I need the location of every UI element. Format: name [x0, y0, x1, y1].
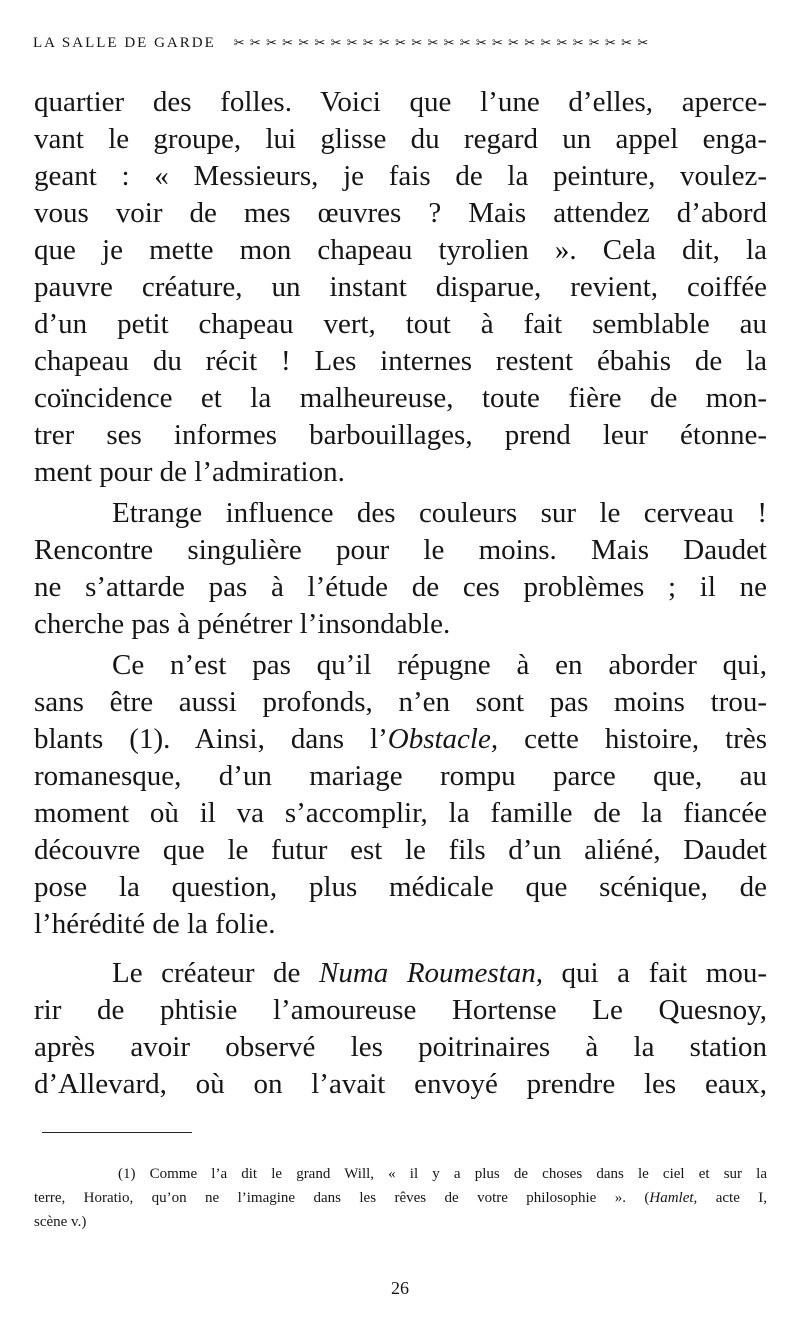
text-line: après avoir observé les poitrinaires à la station	[34, 1031, 767, 1063]
text-line: sans être aussi profonds, n’en sont pas moins trou-	[34, 686, 767, 718]
text-line: l’hérédité de la folie.	[34, 908, 276, 940]
text-line	[34, 955, 767, 992]
paragraph-2	[34, 495, 767, 643]
footnote-divider	[42, 1132, 192, 1133]
text-line: vant le groupe, lui glisse du regard un appel enga-	[34, 123, 767, 155]
text-line: Rencontre singulière pour le moins. Mais Daudet	[34, 534, 767, 566]
text-line: d’un petit chapeau vert, tout à fait semblable au	[34, 308, 767, 340]
paragraph-3	[34, 647, 767, 943]
text-line: rir de phtisie l’amoureuse Hortense Le Quesnoy,	[34, 994, 767, 1026]
text-line: que je mette mon chapeau tyrolien ». Cela dit, la	[34, 234, 767, 266]
text-line	[34, 721, 767, 758]
text-segment: qui a fait mou-	[542, 957, 767, 989]
text-line: Etrange influence des couleurs sur le cerveau !	[112, 497, 767, 529]
text-segment: acte I,	[697, 1190, 768, 1206]
footnote-line: scène v.)	[34, 1214, 87, 1230]
text-line: ne s’attarde pas à l’étude de ces problèmes ; il ne	[34, 571, 767, 603]
text-segment: cette histoire, très	[498, 723, 767, 755]
text-line: ment pour de l’admiration.	[34, 456, 345, 488]
work-title-obstacle: Obstacle,	[387, 723, 499, 755]
text-line: Ce n’est pas qu’il répugne à en aborder qui,	[112, 649, 767, 681]
text-line: moment où il va s’accomplir, la famille de la fiancée	[34, 797, 767, 829]
paragraph-1	[34, 84, 767, 491]
paragraph-4	[34, 955, 767, 1103]
running-header	[33, 30, 773, 56]
footnote-line: (1) Comme l’a dit le grand Will, « il y a plus de choses dans le ciel et sur la	[118, 1166, 767, 1182]
footnote-line	[34, 1186, 767, 1210]
text-segment: terre, Horatio, qu’on ne l’imagine dans les rêves de votre philosophie ». (	[34, 1190, 650, 1206]
text-line: cherche pas à pénétrer l’insondable.	[34, 608, 451, 640]
running-header-title: LA SALLE DE GARDE	[33, 34, 216, 51]
text-segment: Le créateur de	[112, 957, 319, 989]
text-line: coïncidence et la malheureuse, toute fière de mon-	[34, 382, 767, 414]
text-line: quartier des folles. Voici que l’une d’elles, aperce-	[34, 86, 767, 118]
text-line: vous voir de mes œuvres ? Mais attendez d’abord	[34, 197, 767, 229]
body-text	[34, 84, 767, 1103]
header-ornament-icon: ✂ ✂ ✂ ✂ ✂ ✂ ✂ ✂ ✂ ✂ ✂ ✂ ✂ ✂ ✂ ✂ ✂ ✂ ✂ ✂ ✂ ✂ ✂ ✂ ✂ ✂	[233, 35, 650, 50]
text-line: trer ses informes barbouillages, prend leur étonne-	[34, 419, 767, 451]
text-line: chapeau du récit ! Les internes restent ébahis de la	[34, 345, 767, 377]
text-line: d’Allevard, où on l’avait envoyé prendre les eaux,	[34, 1068, 767, 1100]
work-title-numa-roumestan: Numa Roumestan,	[319, 957, 543, 989]
text-line: pose la question, plus médicale que scénique, de	[34, 871, 767, 903]
footnote	[34, 1162, 767, 1234]
text-line: découvre que le futur est le fils d’un aliéné, Daudet	[34, 834, 767, 866]
work-title-hamlet: Hamlet,	[649, 1190, 698, 1206]
text-line: pauvre créature, un instant disparue, revient, coiffée	[34, 271, 767, 303]
text-line: geant : « Messieurs, je fais de la peinture, voulez-	[34, 160, 767, 192]
page-number: 26	[391, 1278, 409, 1298]
text-segment: blants (1). Ainsi, dans l’	[34, 723, 388, 755]
text-line: romanesque, d’un mariage rompu parce que, au	[34, 760, 767, 792]
